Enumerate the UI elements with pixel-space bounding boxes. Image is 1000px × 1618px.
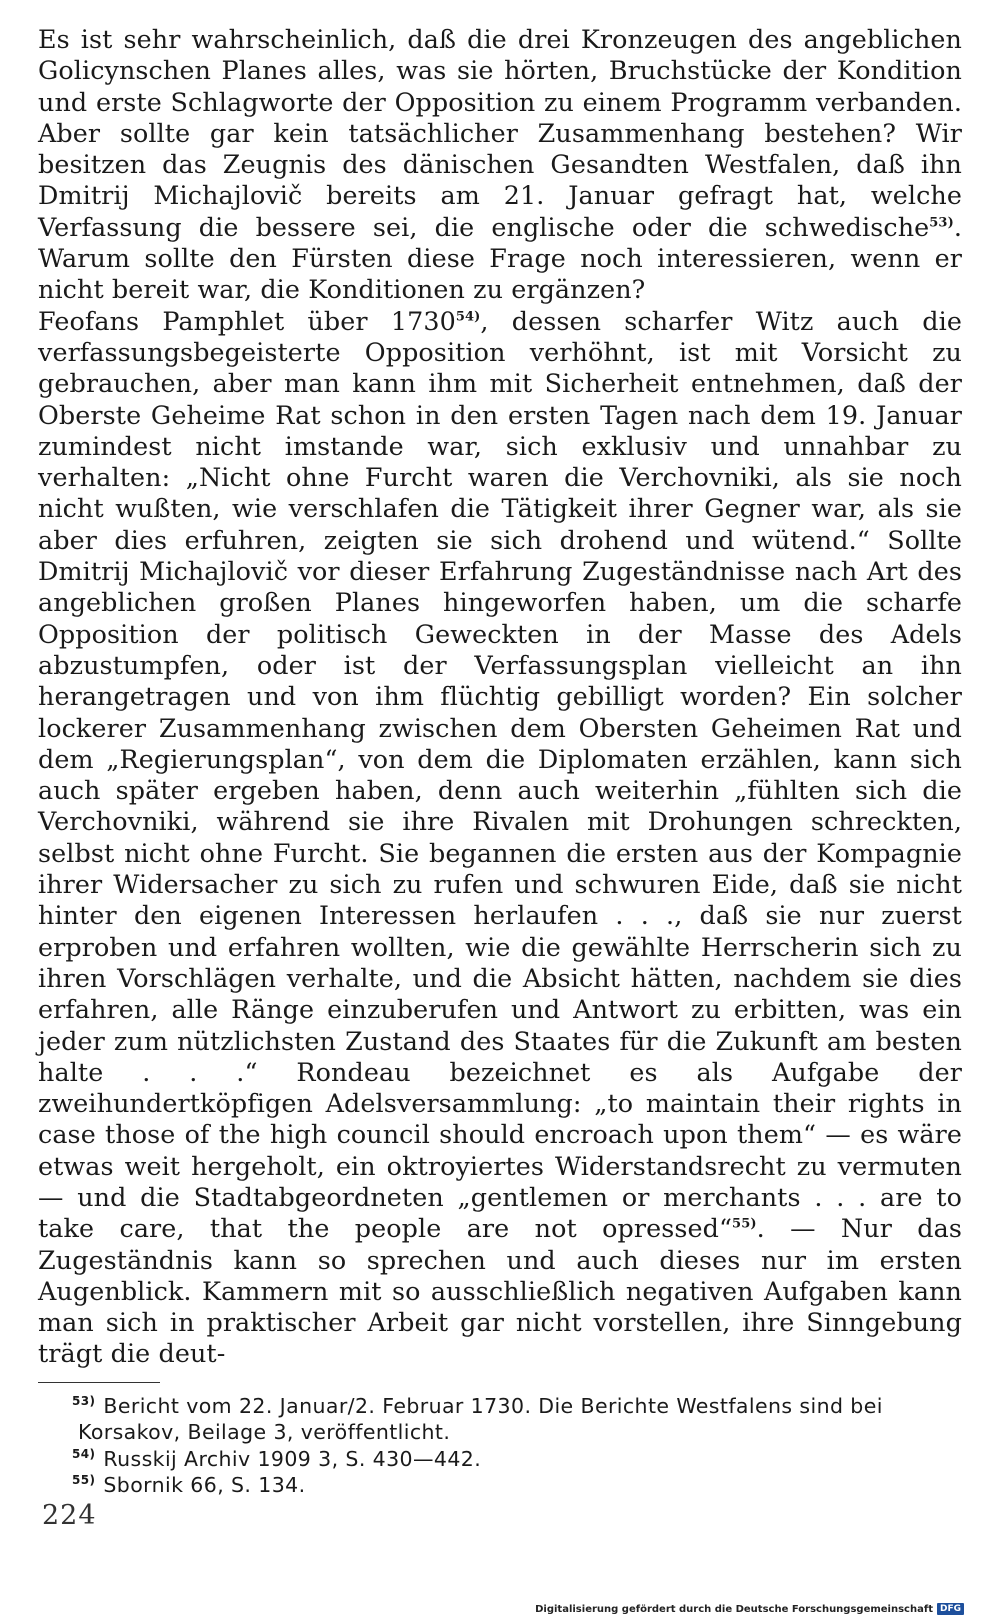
footnote-text: Sbornik 66, S. 134. [103,1473,306,1498]
footnote-mark: 53) [72,1393,96,1408]
footnote-divider [38,1382,160,1383]
document-page [38,24,962,1584]
footnote-ref: 54) [455,309,481,325]
paragraph [38,24,962,306]
footnote-mark: 54) [72,1446,96,1461]
dfg-logo-icon: DFG [937,1603,964,1615]
paragraph-text: Feofans Pamphlet über 1730 [38,305,456,336]
digitization-banner [535,1603,964,1615]
paragraph-text: , dessen scharfer Witz auch die verfassungsbegeisterte Opposition verhöhnt, ist mit Vorsicht zu gebrauchen, aber man kann ihm mit Sicherheit entnehmen, daß der Oberste Geheime Rat schon in den ersten Tagen nach dem 19. Januar zumindest nicht imstande war, sich exklusiv und unnahbar zu verhalten: „Nicht ohne Furcht waren die Verchovniki, als sie noch nicht wußten, wie verschlafen die Tätigkeit ihrer Gegner war, als sie aber dies erfuhren, zeigten sie sich drohend und wütend.“ Sollte Dmitrij Michajlovič vor dieser Erfahrung Zugeständnisse nach Art des angeblichen großen Planes hingeworfen haben, um die scharfe Opposition der politisch Geweckten in der Masse des Adels abzustumpfen, oder ist der Verfassungsplan vielleicht an ihn herangetragen und von ihm flüchtig gebilligt worden? Ein solcher lockerer Zusammenhang zwischen dem Obersten Geheimen Rat und dem „Regierungsplan“, von dem die Diplomaten erzählen, kann sich auch später ergeben haben, denn auch weiterhin „fühlten sich die Verchovniki, während sie ihre Rivalen mit Drohungen schreckten, selbst nicht ohne Furcht. Sie begannen die ersten aus der Kompagnie ihrer Widersacher zu sich zu rufen und schwuren Eide, daß sie nicht hinter den eigenen Interessen herlaufen . . ., daß sie nur zuerst erproben und erfahren wollten, wie die gewählte Herrscherin sich zu ihren Vorschlägen verhalte, und die Absicht hätten, nachdem sie dies erfahren, alle Ränge einzuberufen und Antwort zu erbitten, was ein jeder zum nützlichsten Zustand des Staates für die Zukunft am besten halte . . .“ Rondeau bezeichnet es als Aufgabe der zweihundertköpfigen Adelsversammlung: „to maintain their rights in case those of the high council should encroach upon them“ — es wäre etwas weit hergeholt, ein oktroyiertes Widerstandsrecht zu vermuten — und die Stadtabgeordneten „gentlemen or merchants . . . are to take care, that the people are not opressed“ [38,305,962,1244]
footnote-text: Russkij Archiv 1909 3, S. 430—442. [103,1446,482,1471]
body-text [38,24,962,1370]
footnote-ref: 55) [732,1216,757,1232]
footnote [38,1446,962,1473]
paragraph [38,306,962,1370]
paragraph-text: . Warum sollte den Fürsten diese Frage noch interessieren, wenn er nicht bereit war, die Konditionen zu ergänzen? [38,211,962,305]
banner-text: Digitalisierung gefördert durch die Deutsche Forschungsgemeinschaft [535,1603,933,1615]
page-number: 224 [42,1500,97,1531]
paragraph-text: Es ist sehr wahrscheinlich, daß die drei Kronzeugen des angeblichen Golicynschen Planes alles, was sie hörten, Bruchstücke der Kondition und erste Schlagworte der Opposition zu einem Programm verbanden. Aber sollte gar kein tatsächlicher Zusammenhang bestehen? Wir besitzen das Zeugnis des dänischen Gesandten Westfalen, daß ihn Dmitrij Michajlovič bereits am 21. Januar gefragt hat, welche Verfassung die bessere sei, die englische oder die schwedische [38,24,962,242]
footnote-ref: 53) [929,215,954,231]
footnote [38,1472,962,1499]
footnotes [38,1393,962,1499]
footnote-text: Bericht vom 22. Januar/2. Februar 1730. Die Berichte Westfalens sind bei Korsakov, Beilage 3, veröffentlicht. [78,1393,883,1445]
paragraph-text: . — Nur das Zugeständnis kann so sprechen und auch dieses nur im ersten Augenblick. Kammern mit so ausschließlich negativen Aufgaben kann man sich in praktischer Arbeit gar nicht vorstellen, ihre Sinngebung trägt die deut- [38,1213,963,1369]
footnote-mark: 55) [72,1473,96,1488]
footnote [38,1393,962,1446]
